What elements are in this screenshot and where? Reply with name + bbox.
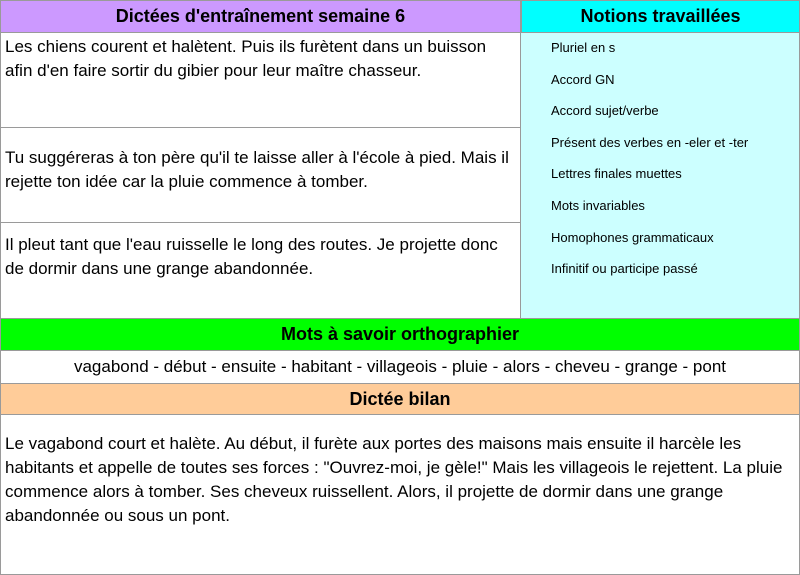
mots-title: Mots à savoir orthographier [280,324,520,344]
dictee-2: Tu suggéreras à ton père qu'il te laisse aller à l'école à pied. Mais il rejette ton idée car la pluie commence à tomber. [0,128,521,223]
notion-item: Infinitif ou participe passé [551,261,698,277]
notion-item: Présent des verbes en -eler et -ter [551,134,749,150]
notion-item: Mots invariables [551,197,645,213]
notion-item: Pluriel en s [551,40,616,55]
notion-item: Lettres finales muettes [551,166,682,182]
bilan-title: Dictée bilan [349,388,451,409]
notions-title-cell [521,0,800,33]
mots-title-cell [0,318,800,351]
mots-list: vagabond - début - ensuite - habitant - villageois - pluie - alors - cheveu - grange - pont [73,357,727,376]
notion-item: Accord sujet/verbe [551,103,659,119]
notion-item: Accord GN [551,71,615,87]
notion-item: Homophones grammaticaux [551,229,714,245]
notions-list-cell [521,33,800,318]
notions-list [551,39,799,292]
dictee-1: Les chiens courent et halètent. Puis ils furètent dans un buisson afin d'en faire sortir du gibier pour leur maître chasseur. [0,33,521,128]
notions-title: Notions travaillées [580,6,741,26]
mots-list-cell [0,351,800,383]
bilan-text: Le vagabond court et halète. Au début, il furète aux portes des maisons mais ensuite il harcèle les habitants et appelle de toutes ses forces : "Ouvrez-moi, je gèle!" Mais les villageois le rejettent. La pluie commence alors à tomber. Ses cheveux ruissellent. Alors, il projette de dormir dans une grange abandonnée ou sous un pont. [0,415,800,575]
dictees-title-cell [0,0,521,33]
dictees-title: Dictées d'entraînement semaine 6 [115,6,406,26]
dictee-3: Il pleut tant que l'eau ruisselle le long des routes. Je projette donc de dormir dans une grange abandonnée. [0,223,521,318]
bilan-title-cell [0,383,800,415]
